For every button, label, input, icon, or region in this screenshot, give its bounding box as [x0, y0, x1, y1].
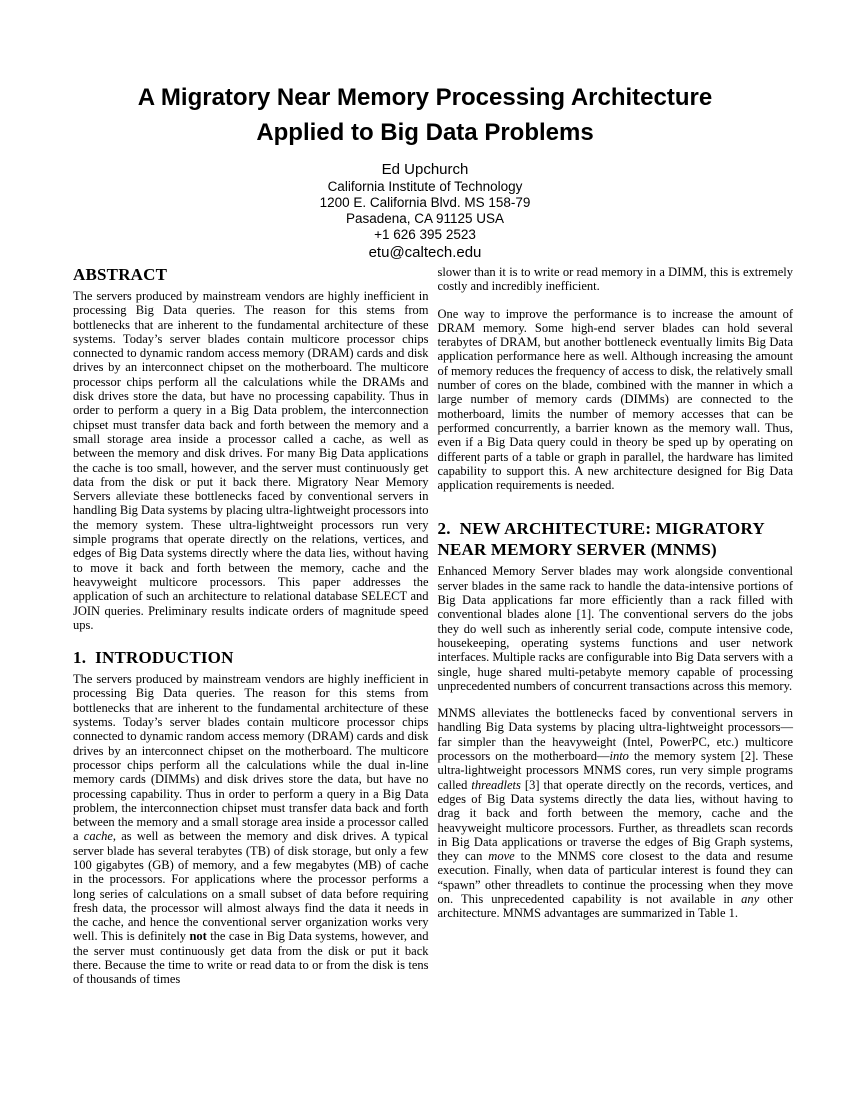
- author-phone: +1 626 395 2523: [374, 227, 476, 242]
- title-block: [0, 0, 850, 262]
- author-name: Ed Upchurch: [381, 161, 469, 178]
- author-affiliation: California Institute of Technology: [327, 179, 523, 194]
- right-column-paragraph-3: Enhanced Memory Server blades may work alongside conventional server blades in the same rack to handle the data-intensive portions of Big Data applications far more efficiently than a rack filled with conventional blades alone [1]. The conventional servers do the jobs they do well such as inherently serial code, compute intensive code, housekeeping, operating systems functions and user network interfaces. Multiple racks are configurable into Big Data servers with a single, huge shared multi-petabyte memory capable of processing unprecedented numbers of concurrent transactions across this memory.: [437, 564, 793, 693]
- section2-heading-number: 2.: [437, 519, 451, 539]
- right-column: [438, 265, 794, 987]
- introduction-heading-number: 1.: [73, 648, 87, 668]
- right-column-paragraph-4: MNMS alleviates the bottlenecks faced by conventional servers in handling Big Data systems by placing ultra-lightweight processors—far simpler than the heavyweight (Intel, PowerPC, etc.) multicore processors on the motherboard—into the memory system [2]. These ultra-lightweight processors MNMS cores, run very simple programs called threadlets [3] that operate directly on the records, vertices, and edges of Big Data systems directly the data lies, without having to drag it back and forth between the memory, cache and the heavyweight multicore processors. Further, as threadlets scan records in Big Data applications or traverse the edges of Big Graph systems, they can move to the MNMS core closest to the data and resume execution. Finally, when data of particular interest is found they can “spawn” other threadlets to continue the processing when they move on. This unprecedented capability is not available in any other architecture. MNMS advantages are summarized in Table 1.: [437, 706, 794, 921]
- author-city: Pasadena, CA 91125 USA: [345, 211, 505, 226]
- author-block: [0, 161, 850, 262]
- left-column: [73, 265, 429, 987]
- paper-title-line2: Applied to Big Data Problems: [256, 119, 594, 146]
- section2-heading: [438, 518, 794, 560]
- paper-title: [0, 80, 850, 150]
- author-address: 1200 E. California Blvd. MS 158-79: [319, 195, 531, 210]
- right-column-paragraph-2: One way to improve the performance is to increase the amount of DRAM memory. Some high-end server blades can hold several terabytes of DRAM, but another bottleneck eventually limits Big Data application performance here as well. Although increasing the amount of memory reduces the frequency of access to disk, the relatively small number of cores on the blade, combined with the manner in which a large number of memory cards (DIMMs) are connected to the motherboard, limits the number of memory accesses that can be performed concurrently, a barrier known as the memory wall. Thus, even if a Big Data query could in theory be sped up by operating on different parts of a table or graph in parallel, the hardware has limited capability to support this. A new architecture designed for Big Data application requirements is needed.: [437, 306, 793, 493]
- section2-heading-line2: NEAR MEMORY SERVER (MNMS): [437, 540, 717, 560]
- paper-title-line1: A Migratory Near Memory Processing Architecture: [137, 84, 713, 111]
- author-email: etu@caltech.edu: [368, 244, 482, 261]
- abstract-heading: ABSTRACT: [73, 265, 168, 284]
- introduction-heading-text: INTRODUCTION: [95, 648, 234, 668]
- two-column-body: [73, 265, 793, 987]
- introduction-paragraph: The servers produced by mainstream vendors are highly inefficient in processing Big Data queries. The reason for this stems from bottlenecks that are inherent to the fundamental architecture of these systems. Today’s server blades contain multicore processor chips connected to dynamic random access memory (DRAM) cards and disk drives by an interconnect chipset on the motherboard. The multicore processor chips perform all the calculations while the dual in-line memory cards (DIMMs) and disk drives store the data, but have no processing capability. Thus in order to perform a query in a Big Data problem, the interconnection chipset must transfer data back and forth between the memory and a small storage area inside a processor called a cache, as well as between the memory and disk drives. A typical server blade has several terabytes (TB) of disk storage, but only a few 100 gigabytes (GB) of memory, and a few megabytes (MB) of cache in the processors. For applications where the processor performs a long series of calculations on a small subset of data before requiring fresh data, the processor will almost always find the data it needs in the cache, and hence the conventional server organization works very well. This is definitely not the case in Big Data systems, however, and the server must continuously get data from the disk or put it back there. Because the time to write or read data to or from the disk is tens of thousands of times: [73, 672, 429, 987]
- right-column-paragraph-1: slower than it is to write or read memory in a DIMM, this is extremely costly and incredibly inefficient.: [437, 265, 793, 294]
- abstract-paragraph: The servers produced by mainstream vendors are highly inefficient in processing Big Data queries. The reason for this stems from bottlenecks that are inherent to the fundamental architecture of these systems. Today’s server blades contain multicore processor chips connected to dynamic random access memory (DRAM) cards and disk drives by an interconnect chipset on the motherboard. The multicore processor chips perform all the calculations while the DRAMs and disk drives store the data, but have no processing capability. Thus in order to perform a query in a Big Data problem, the interconnection chipset must transfer data back and forth between the memory and a small storage area inside a processor called a cache, as well as between the memory and disk drives. For many Big Data applications the cache is too small, however, and the server must continuously get data from the disk or put it back there. Migratory Near Memory Servers alleviate these bottlenecks faced by conventional servers in handling Big Data systems by placing ultra-lightweight processors into the memory system. These ultra-lightweight processors run very simple programs that operate directly on the relations, vertices, and edges of Big Data systems directly where the data lies, without having to move it back and forth between the memory, cache and the heavyweight multicore processors. This paper addresses the application of such an architecture to relational database SELECT and JOIN queries. Preliminary results indicate orders of magnitude speed ups.: [73, 289, 429, 632]
- section2-heading-line1: NEW ARCHITECTURE: MIGRATORY: [459, 519, 765, 539]
- introduction-heading: [73, 648, 429, 668]
